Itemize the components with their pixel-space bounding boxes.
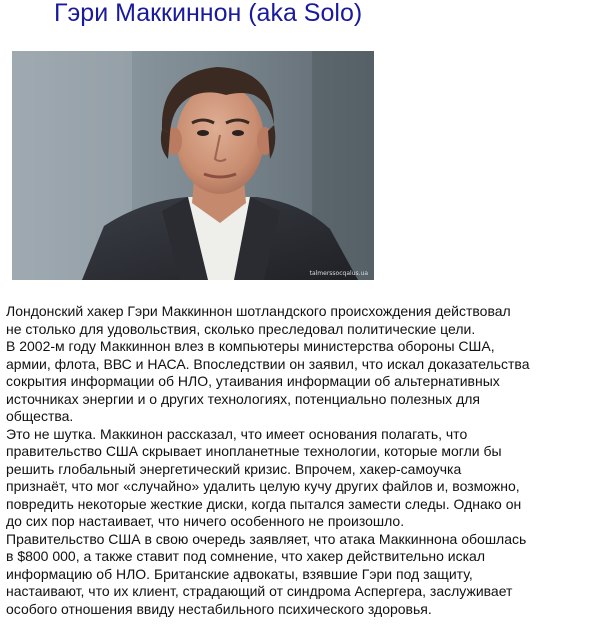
photo-watermark: talmerssocqalus.ua: [309, 270, 368, 277]
article-line: Правительство США в свою очередь заявляет, что атака Маккиннона обошлась: [6, 530, 527, 547]
article-line: источниках энергии и о других технологиях, потенциально полезных для: [6, 390, 480, 407]
article-line: не столько для удовольствия, сколько преследовал политические цели.: [6, 320, 476, 337]
article-line: информацию об НЛО. Британские адвокаты, взявшие Гэри под защиту,: [6, 565, 473, 582]
article-line: настаивают, что их клиент, страдающий от синдрома Аспергера, заслуживает: [6, 583, 513, 599]
portrait-illustration: [12, 51, 374, 280]
article-line: армии, флота, ВВС и НАСА. Впоследствии он заявил, что искал доказательства: [6, 355, 530, 372]
article-body: [6, 303, 598, 618]
article-line: признаёт, что мог «случайно» удалить целую кучу других файлов и, возможно,: [6, 478, 520, 494]
article-line: повредить некоторые жесткие диски, когда пытался замести следы. Однако он: [6, 495, 522, 512]
article-line: Это не шутка. Маккинон рассказал, что имеет основания полагать, что: [6, 425, 468, 442]
page-title: Гэри Маккиннон (aka Solo): [54, 0, 363, 27]
article-line: общества.: [6, 408, 74, 424]
article-line: правительство США скрывает инопланетные технологии, которые могли бы: [6, 443, 502, 459]
article-line: в $800 000, а также ставит под сомнение, что хакер действительно искал: [6, 548, 486, 564]
article-line: особого отношения ввиду нестабильного психического здоровья.: [6, 600, 432, 617]
article-line: В 2002-м году Маккиннон влез в компьютеры министерства обороны США,: [6, 338, 495, 354]
article-line: решить глобальный энергетический кризис. Впрочем, хакер-самоучка: [6, 460, 462, 477]
article-line: до сих пор настаивает, что ничего особенного не произошло.: [6, 513, 405, 529]
article-line: сокрытия информации об НЛО, утаивания информации об альтернативных: [6, 373, 500, 389]
article-line: Лондонский хакер Гэри Маккиннон шотландского происхождения действовал: [6, 303, 511, 319]
portrait-photo-icon: [12, 51, 374, 280]
